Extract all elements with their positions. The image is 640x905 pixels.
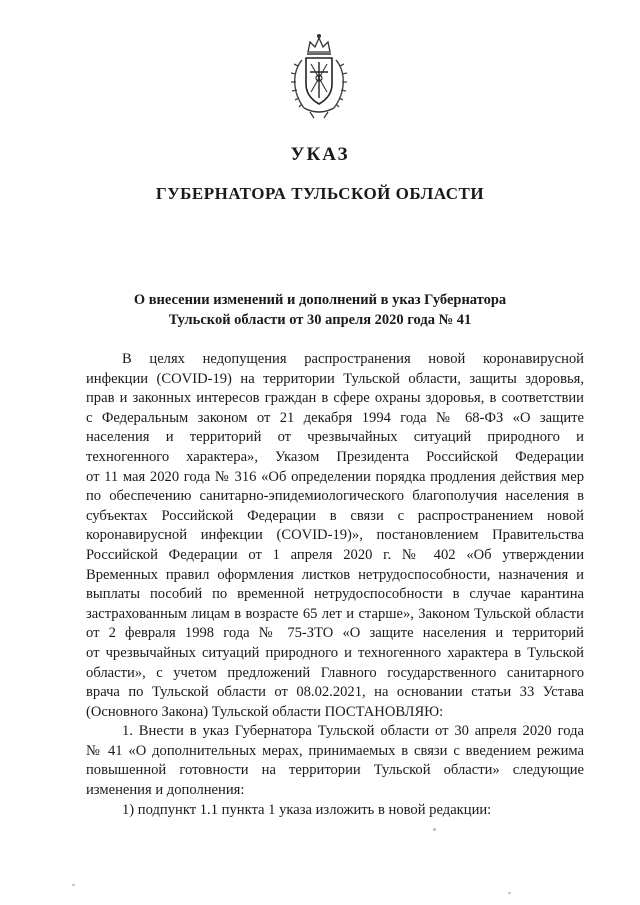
body-line: застрахованным лицам в возрасте 65 лет и старше», Законом Тульской области bbox=[86, 605, 584, 622]
body-line: по обеспечению санитарно-эпидемиологического благополучия населения в bbox=[86, 488, 584, 505]
scan-speck bbox=[508, 892, 511, 894]
scan-speck bbox=[72, 884, 75, 886]
decree-subject bbox=[120, 290, 520, 330]
body-line: Временных правил оформления листков нетрудоспособности, назначения и bbox=[86, 566, 584, 583]
body-line: 1. Внести в указ Губернатора Тульской области от 30 апреля 2020 года bbox=[122, 723, 584, 740]
scan-speck bbox=[433, 828, 436, 831]
body-line: повышенной готовности на территории Тульской области» следующие bbox=[86, 762, 584, 779]
body-line: коронавирусной инфекции (COVID-19)», постановлением Правительства bbox=[86, 527, 584, 544]
issuer-title: ГУБЕРНАТОРА ТУЛЬСКОЙ ОБЛАСТИ bbox=[155, 184, 485, 203]
body-line: субъектах Российской Федерации в связи с распространением новой bbox=[86, 507, 584, 524]
body-line: от 11 мая 2020 года № 316 «Об определении порядка продления действия мер bbox=[86, 468, 584, 485]
body-line: техногенного характера», Указом Президента Российской Федерации bbox=[86, 448, 584, 465]
body-line: с Федеральным законом от 21 декабря 1994 года № 68-ФЗ «О защите bbox=[86, 409, 584, 426]
subject-line: О внесении изменений и дополнений в указ Губернатора bbox=[133, 292, 507, 308]
body-line: 1) подпункт 1.1 пункта 1 указа изложить в новой редакции: bbox=[122, 801, 492, 818]
body-line: от чрезвычайных ситуаций природного и техногенного характера в Тульской bbox=[86, 644, 584, 661]
body-line: Российской Федерации от 1 апреля 2020 г. № 402 «Об утверждении bbox=[86, 546, 584, 563]
body-line: области», с учетом предложений Главного государственного санитарного bbox=[86, 664, 584, 681]
body-line: В целях недопущения распространения новой коронавирусной bbox=[122, 351, 584, 367]
body-line: (Основного Закона) Тульской области ПОСТАНОВЛЯЮ: bbox=[86, 703, 444, 720]
subject-line: Тульской области от 30 апреля 2020 года № 41 bbox=[168, 312, 472, 328]
coat-of-arms-icon bbox=[288, 32, 350, 120]
body-line: населения и территорий от чрезвычайных ситуаций природного и bbox=[86, 429, 584, 446]
body-line: № 41 «О дополнительных мерах, принимаемых в связи с введением режима bbox=[86, 742, 584, 759]
body-line: выплаты пособий по временной нетрудоспособности в случае карантина bbox=[86, 586, 584, 603]
document-type-title: УКАЗ bbox=[290, 144, 350, 165]
decree-body bbox=[86, 350, 584, 820]
body-line: от 2 февраля 1998 года № 75-ЗТО «О защите населения и территорий bbox=[86, 625, 584, 642]
body-line: врача по Тульской области от 08.02.2021, на основании статьи 33 Устава bbox=[86, 684, 584, 701]
body-line: изменения и дополнения: bbox=[86, 782, 245, 799]
body-line: инфекции (COVID-19) на территории Тульской области, защиты здоровья, bbox=[86, 370, 584, 387]
body-line: прав и законных интересов граждан в сфере охраны здоровья, в соответствии bbox=[86, 390, 584, 407]
